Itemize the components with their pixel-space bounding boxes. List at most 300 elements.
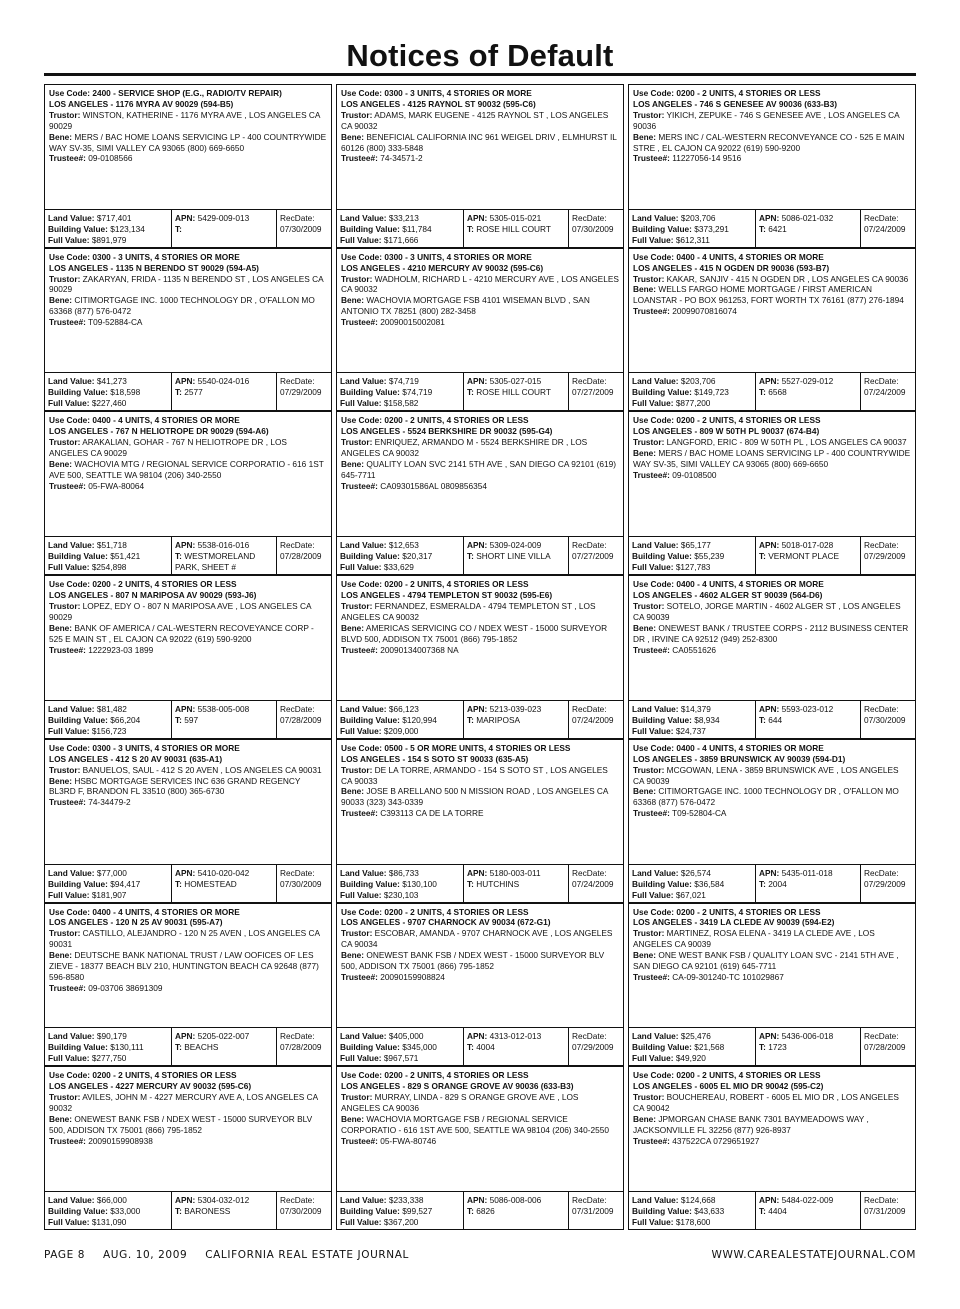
notice-line — [633, 1081, 911, 1092]
notice-line — [48, 868, 168, 879]
use-code-label: Use Code: — [49, 415, 91, 426]
field-value: $130,100 — [402, 878, 437, 889]
field-label: Full Value: — [340, 889, 382, 900]
field-value: ARAKALIAN, GOHAR - 767 N HELIOTROPE DR , LOS ANGELES CA 90029 — [49, 437, 287, 459]
field-label: APN: — [759, 376, 780, 387]
field-value: 74-34479-2 — [88, 797, 131, 808]
field-label: Full Value: — [48, 725, 90, 736]
field-value: MERS / BAC HOME LOANS SERVICING LP - 400 COUNTRYWIDE WAY SV-35, SIMI VALLEY CA 93065 (800) 669-6650 — [49, 131, 327, 153]
field-value: LOS ANGELES - 1176 MYRA AV 90029 (594-B5) — [49, 98, 234, 109]
field-label: Building Value: — [48, 1042, 108, 1053]
use-code-line — [49, 88, 327, 99]
recdate-col — [860, 701, 915, 738]
notice-line — [49, 797, 327, 808]
use-code-label: Use Code: — [633, 415, 675, 426]
field-label: Full Value: — [632, 562, 674, 573]
field-label: Land Value: — [632, 212, 679, 223]
notice-line — [633, 645, 911, 656]
field-value: $254,898 — [91, 562, 127, 573]
recdate-label: RecDate: — [864, 703, 899, 714]
field-label: Land Value: — [48, 867, 95, 878]
field-label: Land Value: — [340, 703, 387, 714]
field-value: 5484-022-009 — [781, 1194, 834, 1205]
field-value: LOS ANGELES - 829 S ORANGE GROVE AV 90036 (633-B3) — [341, 1081, 574, 1092]
values-col — [337, 373, 463, 410]
use-code-line — [633, 415, 911, 426]
notice-line — [49, 623, 327, 645]
field-value: $51,421 — [110, 551, 141, 562]
notice-line — [48, 715, 168, 726]
notice-line — [175, 1206, 273, 1217]
values-col — [337, 1192, 463, 1229]
field-label: Land Value: — [48, 376, 95, 387]
field-value: 5436-006-018 — [781, 1031, 834, 1042]
field-value: 437522CA 0729651927 — [672, 1135, 760, 1146]
notice-line — [340, 726, 460, 737]
notice-line — [633, 426, 911, 437]
field-label: Bene: — [341, 1113, 365, 1124]
field-label: Full Value: — [340, 1053, 382, 1064]
notice-line — [340, 879, 460, 890]
field-value: CASTILLO, ALEJANDRO - 120 N 25 AVEN , LOS ANGELES CA 90031 — [49, 928, 320, 950]
field-value: 5180-003-011 — [489, 867, 541, 878]
field-label: Trustee#: — [341, 644, 378, 655]
field-label: Trustor: — [49, 764, 81, 775]
field-value: $178,600 — [675, 1216, 711, 1227]
field-value: $90,179 — [96, 1031, 127, 1042]
field-label: Bene: — [341, 131, 365, 142]
notice-line — [759, 1206, 857, 1217]
field-value: BANK OF AMERICA / CAL-WESTERN RECOVEYANCE CORP - 525 E MAIN ST , EL CAJON CA 92022 (619) 590-9200 — [49, 622, 314, 644]
field-label: Bene: — [49, 459, 73, 470]
use-code-label: Use Code: — [633, 1070, 675, 1081]
notice-line — [467, 1042, 565, 1053]
field-label: Bene: — [633, 131, 657, 142]
field-label: Trustor: — [341, 273, 373, 284]
notice-line — [48, 224, 168, 235]
field-value: 5305-027-015 — [489, 376, 542, 387]
notice-card — [44, 84, 332, 248]
field-label: APN: — [759, 1194, 780, 1205]
field-value: HOMESTEAD — [184, 878, 237, 889]
field-label: APN: — [759, 540, 780, 551]
recdate-label: RecDate: — [280, 703, 315, 714]
notice-line — [632, 235, 752, 246]
field-value: $18,598 — [110, 387, 141, 398]
field-value: ONEWEST BANK FSB / NDEX WEST - 15000 SURVEYOR BLV 500, ADDISON TX 75001 (866) 795-1852 — [341, 950, 605, 972]
notice-line — [341, 765, 619, 787]
field-value: $86,733 — [388, 867, 419, 878]
notice-card — [628, 84, 916, 248]
field-value: $181,907 — [91, 889, 127, 900]
values-col — [629, 373, 755, 410]
field-label: T: — [759, 223, 766, 234]
field-label: T: — [175, 551, 182, 562]
recdate-value: 07/29/2009 — [280, 387, 322, 398]
notice-line — [759, 387, 857, 398]
field-value: $158,582 — [383, 398, 419, 409]
field-value: 09-0108500 — [672, 469, 717, 480]
field-label: Full Value: — [632, 1216, 674, 1227]
field-value: 4313-012-013 — [489, 1031, 542, 1042]
use-code-value: 0400 - 4 UNITS, 4 STORIES OR MORE — [676, 251, 824, 262]
use-code-label: Use Code: — [341, 415, 383, 426]
field-value: JPMORGAN CHASE BANK 7301 BAYMEADOWS WAY , JACKSONVILLE FL 32256 (877) 926-8937 — [633, 1113, 869, 1135]
notice-line — [632, 562, 752, 573]
use-code-line — [633, 88, 911, 99]
field-value: 644 — [768, 714, 783, 725]
notice-line — [467, 224, 565, 235]
notice-line — [340, 1031, 460, 1042]
field-label: T: — [467, 387, 474, 398]
notice-line — [633, 263, 911, 274]
field-label: Land Value: — [48, 703, 95, 714]
field-label: Building Value: — [632, 551, 692, 562]
field-label: APN: — [467, 540, 488, 551]
use-code-value: 0200 - 2 UNITS, 4 STORIES OR LESS — [384, 906, 529, 917]
field-label: Trustor: — [341, 928, 373, 939]
field-value: $94,417 — [110, 878, 141, 889]
use-code-label: Use Code: — [341, 742, 383, 753]
notice-values — [45, 372, 331, 410]
field-value: LOS ANGELES - 154 S SOTO ST 90033 (635-A5) — [341, 753, 529, 764]
field-label: Land Value: — [632, 376, 679, 387]
field-value: T09-52884-CA — [88, 317, 143, 328]
notice-line — [48, 704, 168, 715]
field-label: APN: — [175, 1031, 196, 1042]
notice-line — [632, 890, 752, 901]
notice-line — [759, 376, 857, 387]
notice-line — [49, 601, 327, 623]
page-footer — [44, 1249, 916, 1263]
field-value: 5086-008-006 — [489, 1194, 542, 1205]
field-value: 6568 — [768, 387, 787, 398]
field-label: T: — [175, 223, 182, 234]
notice-line — [759, 1031, 857, 1042]
field-value: $227,460 — [91, 398, 127, 409]
use-code-value: 0300 - 3 UNITS, 4 STORIES OR MORE — [92, 742, 240, 753]
recdate-col — [568, 1192, 623, 1229]
use-code-value: 0200 - 2 UNITS, 4 STORIES OR LESS — [676, 1070, 821, 1081]
field-value: LOS ANGELES - 5524 BERKSHIRE DR 90032 (595-G4) — [341, 426, 553, 437]
notice-line — [341, 928, 619, 950]
notice-line — [341, 1081, 619, 1092]
notice-line — [632, 1031, 752, 1042]
notice-line — [49, 983, 327, 994]
field-value: 20090015002081 — [380, 317, 445, 328]
notice-line — [467, 868, 565, 879]
notice-values — [629, 1191, 915, 1229]
field-value: 4404 — [768, 1205, 787, 1216]
field-value: 20090159908938 — [88, 1135, 153, 1146]
field-value: MERS INC / CAL-WESTERN RECONVEYANCE CO - 525 E MAIN STRE , EL CAJON CA 92022 (619) 590-9200 — [633, 131, 905, 153]
apn-col — [755, 210, 860, 247]
field-label: T: — [759, 387, 766, 398]
field-value: ONEWEST BANK FSB / NDEX WEST - 15000 SURVEYOR BLV 500, ADDISON TX 75001 (866) 795-1852 — [49, 1113, 313, 1135]
use-code-line — [49, 415, 327, 426]
notice-info — [629, 740, 915, 864]
field-label: Building Value: — [340, 714, 400, 725]
field-value: $66,000 — [96, 1194, 127, 1205]
notice-values — [337, 209, 623, 247]
apn-col — [463, 1192, 568, 1229]
notice-line — [340, 562, 460, 573]
notice-line — [341, 426, 619, 437]
apn-col — [755, 373, 860, 410]
notice-line — [632, 726, 752, 737]
field-label: Building Value: — [340, 551, 400, 562]
notice-line — [632, 213, 752, 224]
notice-line — [341, 153, 619, 164]
use-code-line — [341, 252, 619, 263]
values-col — [629, 701, 755, 738]
field-label: Full Value: — [340, 234, 382, 245]
field-label: Trustor: — [633, 437, 665, 448]
field-label: Trustee#: — [633, 306, 670, 317]
notice-values — [629, 700, 915, 738]
use-code-value: 2400 - SERVICE SHOP (E.G., RADIO/TV REPAIR) — [92, 88, 282, 98]
notice-card — [336, 248, 624, 412]
use-code-value: 0200 - 2 UNITS, 4 STORIES OR LESS — [676, 88, 821, 98]
notice-line — [759, 1195, 857, 1206]
field-label: Trustor: — [341, 109, 373, 120]
field-value: ADAMS, MARK EUGENE - 4125 RAYNOL ST , LOS ANGELES CA 90032 — [341, 109, 609, 131]
recdate-col — [276, 865, 331, 902]
notice-line — [48, 1217, 168, 1228]
values-col — [45, 1192, 171, 1229]
notice-line — [49, 110, 327, 132]
recdate-label: RecDate: — [572, 376, 607, 387]
notice-info — [629, 904, 915, 1028]
field-value: $51,718 — [96, 540, 127, 551]
values-col — [629, 210, 755, 247]
field-value: C393113 CA DE LA TORRE — [380, 808, 484, 819]
field-value: CA0551626 — [672, 644, 717, 655]
notice-line — [633, 972, 911, 983]
field-value: WADHOLM, RICHARD L - 4210 MERCURY AVE , LOS ANGELES CA 90032 — [341, 273, 619, 295]
use-code-label: Use Code: — [633, 742, 675, 753]
notice-info — [629, 576, 915, 700]
field-value: 05-FWA-80746 — [380, 1135, 437, 1146]
recdate-label: RecDate: — [572, 867, 607, 878]
footer-website: WWW.CAREALESTATEJOURNAL.COM — [711, 1249, 916, 1261]
field-value: ONE WEST BANK FSB / QUALITY LOAN SVC - 2141 5TH AVE , SAN DIEGO CA 92101 (619) 645-7711 — [633, 950, 899, 972]
apn-col — [755, 1192, 860, 1229]
notice-line — [633, 1092, 911, 1114]
notice-line — [341, 786, 619, 808]
field-label: Full Value: — [632, 398, 674, 409]
field-label: Bene: — [49, 131, 73, 142]
recdate-label: RecDate: — [280, 1031, 315, 1042]
use-code-line — [633, 252, 911, 263]
field-label: Trustor: — [633, 273, 665, 284]
field-value: MARTINEZ, ROSA ELENA - 3419 LA CLEDE AVE , LOS ANGELES CA 90039 — [633, 928, 875, 950]
values-col — [337, 865, 463, 902]
notice-line — [340, 1053, 460, 1064]
notice-line — [467, 376, 565, 387]
recdate-value: 07/31/2009 — [864, 1205, 906, 1216]
apn-col — [755, 865, 860, 902]
use-code-value: 0300 - 3 UNITS, 4 STORIES OR MORE — [384, 251, 532, 262]
field-value: 5429-009-013 — [197, 212, 250, 223]
field-value: $233,338 — [388, 1194, 424, 1205]
notice-info — [45, 740, 331, 864]
apn-col — [463, 210, 568, 247]
use-code-label: Use Code: — [633, 88, 675, 98]
field-value: $877,200 — [675, 398, 711, 409]
notice-line — [633, 590, 911, 601]
recdate-value: 07/29/2009 — [864, 551, 906, 562]
notice-card — [44, 903, 332, 1067]
field-label: Full Value: — [48, 562, 90, 573]
notice-info — [629, 1067, 915, 1191]
field-value: $405,000 — [388, 1031, 424, 1042]
notice-line — [632, 879, 752, 890]
field-value: $367,200 — [383, 1216, 419, 1227]
field-value: 5205-022-007 — [197, 1031, 250, 1042]
field-label: Full Value: — [632, 1053, 674, 1064]
notice-line — [49, 1136, 327, 1147]
field-value: $77,000 — [96, 867, 127, 878]
notice-line — [341, 1092, 619, 1114]
notice-line — [48, 1042, 168, 1053]
use-code-value: 0200 - 2 UNITS, 4 STORIES OR LESS — [92, 1070, 237, 1081]
notice-line — [633, 99, 911, 110]
field-label: Full Value: — [48, 889, 90, 900]
field-value: $891,979 — [91, 234, 127, 245]
recdate-label: RecDate: — [280, 376, 315, 387]
use-code-value: 0200 - 2 UNITS, 4 STORIES OR LESS — [676, 906, 821, 917]
field-value: DE LA TORRE, ARMANDO - 154 S SOTO ST , LOS ANGELES CA 90033 — [341, 764, 608, 786]
notice-info — [337, 740, 623, 864]
apn-col — [171, 701, 276, 738]
field-label: Building Value: — [632, 1205, 692, 1216]
field-value: SOTELO, JORGE MARTIN - 4602 ALGER ST , LOS ANGELES CA 90039 — [633, 600, 901, 622]
field-value: 5538-016-016 — [197, 540, 250, 551]
recdate-label: RecDate: — [864, 376, 899, 387]
notice-line — [632, 715, 752, 726]
notice-card — [44, 575, 332, 739]
field-label: Land Value: — [632, 703, 679, 714]
field-value: SHORT LINE VILLA — [476, 551, 551, 562]
field-label: Land Value: — [340, 376, 387, 387]
notice-line — [341, 317, 619, 328]
notice-line — [759, 868, 857, 879]
field-value: ROSE HILL COURT — [476, 387, 551, 398]
field-value: $612,311 — [675, 234, 710, 245]
use-code-value: 0200 - 2 UNITS, 4 STORIES OR LESS — [384, 1070, 529, 1081]
use-code-value: 0200 - 2 UNITS, 4 STORIES OR LESS — [384, 415, 529, 426]
notice-info — [45, 576, 331, 700]
use-code-label: Use Code: — [341, 906, 383, 917]
use-code-value: 0400 - 4 UNITS, 4 STORIES OR MORE — [676, 579, 824, 590]
values-col — [45, 865, 171, 902]
field-label: APN: — [175, 376, 196, 387]
field-label: Bene: — [633, 284, 657, 295]
field-value: MERS / BAC HOME LOANS SERVICING LP - 400 COUNTRYWIDE WAY SV-35, SIMI VALLEY CA 93065 (800) 669-6650 — [633, 448, 911, 470]
field-value: WESTMORELAND PARK, SHEET # — [175, 551, 256, 573]
field-value: BENEFICIAL CALIFORNIA INC 961 WEIGEL DRIV , ELMHURST IL 60126 (800) 333-5848 — [341, 131, 617, 153]
field-value: LOS ANGELES - 9707 CHARNOCK AV 90034 (672-G1) — [341, 917, 551, 928]
field-value: 5435-011-018 — [781, 867, 833, 878]
notice-card — [628, 1066, 916, 1230]
field-value: KAKAR, SANJIV - 415 N OGDEN DR , LOS ANGELES CA 90036 — [666, 273, 909, 284]
field-value: $124,668 — [680, 1194, 716, 1205]
field-label: Full Value: — [48, 1216, 90, 1227]
apn-col — [463, 1028, 568, 1065]
field-value: BARONESS — [184, 1205, 231, 1216]
recdate-value: 07/24/2009 — [864, 387, 906, 398]
apn-col — [755, 701, 860, 738]
apn-col — [755, 1028, 860, 1065]
notice-line — [632, 868, 752, 879]
recdate-col — [860, 865, 915, 902]
field-value: 6421 — [768, 223, 787, 234]
footer-date: AUG. 10, 2009 — [103, 1249, 188, 1261]
field-label: Trustee#: — [633, 808, 670, 819]
notice-card — [44, 1066, 332, 1230]
notice-line — [759, 551, 857, 562]
field-label: Bene: — [341, 295, 365, 306]
notice-line — [633, 808, 911, 819]
notice-line — [632, 224, 752, 235]
recdate-label: RecDate: — [572, 212, 607, 223]
field-label: Trustor: — [341, 437, 373, 448]
field-label: Bene: — [49, 1113, 73, 1124]
field-label: Bene: — [633, 786, 657, 797]
recdate-label: RecDate: — [280, 540, 315, 551]
footer-publication: CALIFORNIA REAL ESTATE JOURNAL — [205, 1249, 409, 1261]
field-label: Land Value: — [632, 867, 679, 878]
use-code-value: 0400 - 4 UNITS, 4 STORIES OR MORE — [92, 906, 240, 917]
field-label: Full Value: — [340, 1216, 382, 1227]
field-value: 5538-005-008 — [197, 703, 250, 714]
notice-card — [336, 84, 624, 248]
field-label: Trustee#: — [49, 1135, 86, 1146]
field-label: Bene: — [341, 459, 365, 470]
notice-line — [48, 398, 168, 409]
field-value: 5304-032-012 — [197, 1194, 250, 1205]
field-label: Trustor: — [49, 109, 81, 120]
field-value: $36,584 — [694, 878, 725, 889]
field-value: $21,568 — [694, 1042, 725, 1053]
field-label: Building Value: — [340, 1205, 400, 1216]
field-label: Bene: — [341, 786, 365, 797]
recdate-col — [276, 210, 331, 247]
notice-line — [341, 917, 619, 928]
field-label: APN: — [759, 867, 780, 878]
notice-line — [340, 868, 460, 879]
apn-col — [171, 865, 276, 902]
recdate-col — [860, 1028, 915, 1065]
notice-line — [340, 387, 460, 398]
notice-info — [337, 412, 623, 536]
recdate-col — [276, 537, 331, 574]
field-value: $74,719 — [388, 376, 419, 387]
notice-line — [340, 235, 460, 246]
field-label: Trustee#: — [49, 480, 86, 491]
notice-line — [49, 1092, 327, 1114]
notice-line — [633, 284, 911, 306]
field-value: 5309-024-009 — [489, 540, 542, 551]
field-value: LOS ANGELES - 3859 BRUNSWICK AV 90039 (594-D1) — [633, 753, 846, 764]
notice-card — [628, 411, 916, 575]
apn-col — [463, 865, 568, 902]
field-label: Building Value: — [48, 1205, 108, 1216]
field-value: $149,723 — [694, 387, 729, 398]
field-value: $26,574 — [680, 867, 711, 878]
recdate-col — [568, 373, 623, 410]
